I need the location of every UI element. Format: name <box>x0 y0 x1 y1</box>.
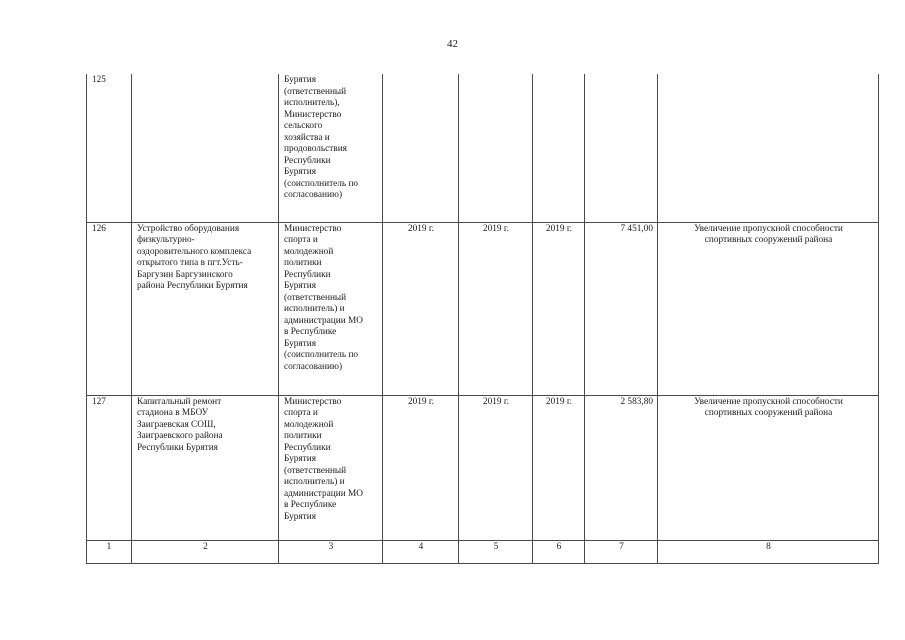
executor-cell: Бурятия (ответственный исполнитель), Министерство сельского хозяйства и продовольствия Республики Бурятия (соисполнитель по согласованию) <box>279 74 383 222</box>
result-cell: Увеличение пропускной способности спортивных сооружений района <box>658 222 879 395</box>
row-number-cell: 125 <box>87 74 132 222</box>
measure-name-cell: Капитальный ремонт стадиона в МБОУ Заиграевская СОШ, Заиграевского района Республики Бурятия <box>132 395 279 540</box>
column-number-cell: 1 <box>87 540 132 563</box>
result-cell: Увеличение пропускной способности спортивных сооружений района <box>658 395 879 540</box>
row-number-cell: 126 <box>87 222 132 395</box>
year-cell-col6: 2019 г. <box>533 222 585 395</box>
year-cell-col4: 2019 г. <box>383 222 459 395</box>
column-number-cell: 7 <box>585 540 658 563</box>
year-cell-col5: 2019 г. <box>459 222 533 395</box>
page-number: 42 <box>447 38 458 50</box>
year-cell-col4: 2019 г. <box>383 395 459 540</box>
amount-cell: 2 583,80 <box>585 395 658 540</box>
column-number-row <box>87 540 879 563</box>
column-number-cell: 5 <box>459 540 533 563</box>
column-number-cell: 3 <box>279 540 383 563</box>
amount-cell: 7 451,00 <box>585 222 658 395</box>
year-cell-col5 <box>459 74 533 222</box>
table-row <box>87 395 879 540</box>
row-number-cell: 127 <box>87 395 132 540</box>
year-cell-col6 <box>533 74 585 222</box>
column-number-cell: 4 <box>383 540 459 563</box>
result-cell <box>658 74 879 222</box>
amount-cell <box>585 74 658 222</box>
column-number-cell: 6 <box>533 540 585 563</box>
year-cell-col4 <box>383 74 459 222</box>
executor-cell: Министерство спорта и молодежной политики Республики Бурятия (ответственный исполнитель) и администрации МО в Республике Бурятия (соисполнитель по согласованию) <box>279 222 383 395</box>
table-row <box>87 222 879 395</box>
year-cell-col6: 2019 г. <box>533 395 585 540</box>
executor-cell: Министерство спорта и молодежной политики Республики Бурятия (ответственный исполнитель) и администрации МО в Республике Бурятия <box>279 395 383 540</box>
measure-name-cell <box>132 74 279 222</box>
table-row <box>87 74 879 222</box>
column-number-cell: 2 <box>132 540 279 563</box>
column-number-cell: 8 <box>658 540 879 563</box>
measure-name-cell: Устройство оборудования физкультурно- оздоровительного комплекса открытого типа в пгт.Усть- Баргузин Баргузинского района Республики Бурятия <box>132 222 279 395</box>
year-cell-col5: 2019 г. <box>459 395 533 540</box>
data-table <box>86 74 879 564</box>
